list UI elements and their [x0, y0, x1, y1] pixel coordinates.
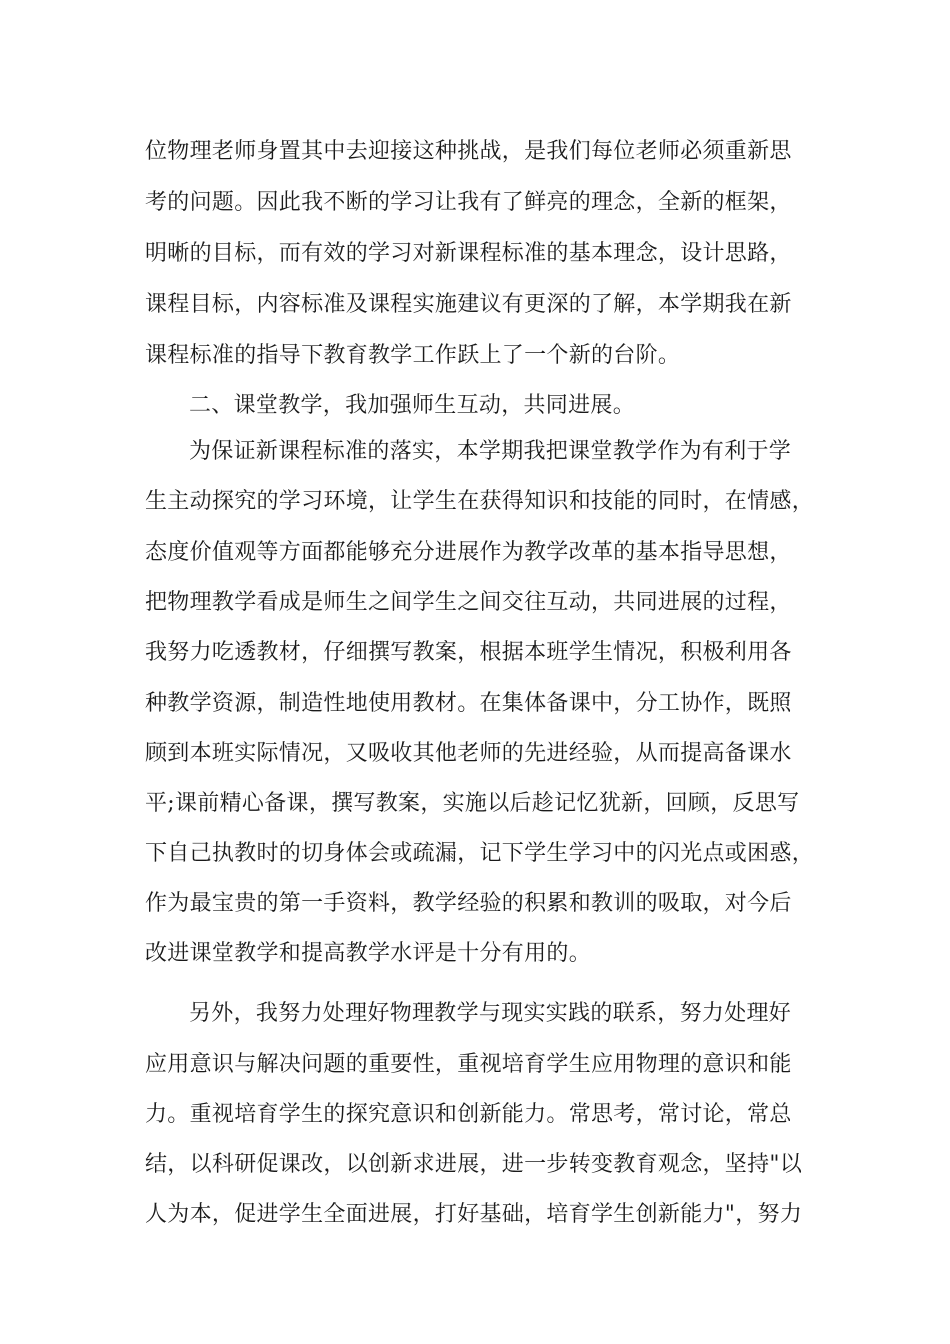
text-line: 课程标准的指导下教育教学工作跃上了一个新的台阶。: [145, 343, 681, 368]
text-line: 明晰的目标，而有效的学习对新课程标准的基本理念，设计思路，: [145, 241, 792, 266]
text-line: 种教学资源，制造性地使用教材。在集体备课中，分工协作，既照: [145, 691, 792, 716]
text-line: 力。重视培育学生的探究意识和创新能力。常思考，常讨论，常总: [145, 1102, 792, 1127]
text-line: 改进课堂教学和提高教学水评是十分有用的。: [145, 941, 592, 966]
text-line: 结，以科研促课改，以创新求进展，进一步转变教育观念，坚持"以: [145, 1152, 803, 1177]
text-line: 人为本，促进学生全面进展，打好基础，培育学生创新能力"，努力: [145, 1202, 803, 1227]
text-line: 位物理老师身置其中去迎接这种挑战，是我们每位老师必须重新思: [145, 139, 792, 164]
text-line: 下自己执教时的切身体会或疏漏，记下学生学习中的闪光点或困惑，: [145, 841, 815, 866]
text-line: 为保证新课程标准的落实，本学期我把课堂教学作为有利于学: [189, 439, 792, 464]
text-line: 作为最宝贵的第一手资料，教学经验的积累和教训的吸取，对今后: [145, 891, 792, 916]
text-line: 另外，我努力处理好物理教学与现实实践的联系，努力处理好: [189, 1001, 792, 1026]
text-line: 我努力吃透教材，仔细撰写教案，根据本班学生情况，积极利用各: [145, 640, 792, 665]
text-line: 生主动探究的学习环境，让学生在获得知识和技能的同时，在情感，: [145, 489, 815, 514]
text-line: 应用意识与解决问题的重要性，重视培育学生应用物理的意识和能: [145, 1052, 792, 1077]
text-line: 把物理教学看成是师生之间学生之间交往互动，共同进展的过程，: [145, 590, 792, 615]
text-line: 考的问题。因此我不断的学习让我有了鲜亮的理念，全新的框架，: [145, 190, 792, 215]
section-heading: 二、课堂教学，我加强师生互动，共同进展。: [189, 393, 636, 418]
text-line: 课程目标，内容标准及课程实施建议有更深的了解，本学期我在新: [145, 292, 792, 317]
text-line: 顾到本班实际情况，又吸收其他老师的先进经验，从而提高备课水: [145, 741, 792, 766]
text-line: 态度价值观等方面都能够充分进展作为教学改革的基本指导思想，: [145, 540, 792, 565]
text-line: 平;课前精心备课，撰写教案，实施以后趁记忆犹新，回顾，反思写: [145, 791, 800, 816]
